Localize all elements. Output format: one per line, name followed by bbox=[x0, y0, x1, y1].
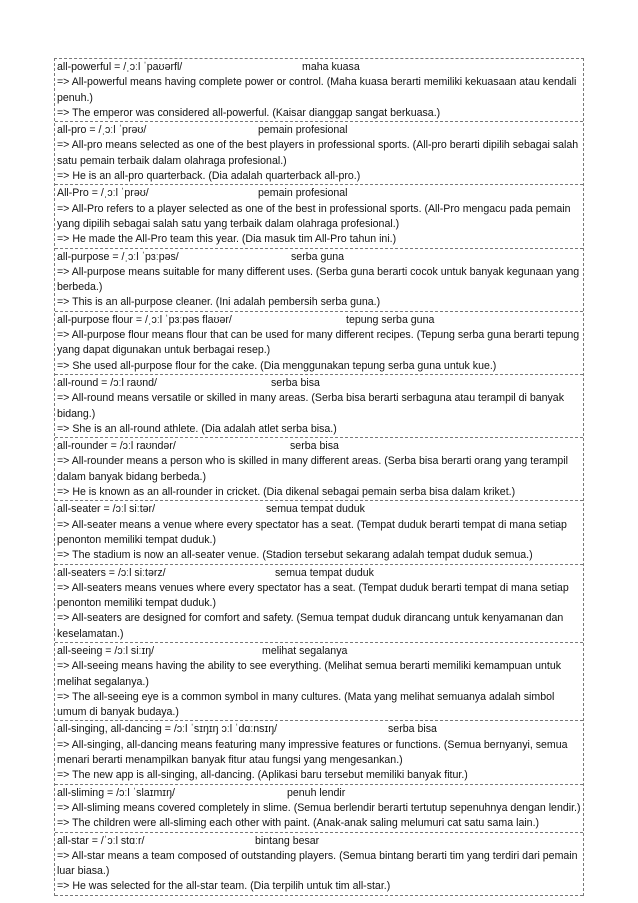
dictionary-entry bbox=[55, 59, 583, 122]
entry-headline bbox=[57, 566, 581, 581]
entry-term: all-round = /ɔːl raʊnd/ bbox=[57, 376, 157, 389]
entry-definition: => All-seaters means venues where every spectator has a seat. (Tempat duduk berarti tempat di mana setiap penonton memiliki tempat duduk.) bbox=[57, 581, 569, 610]
entry-headline bbox=[57, 722, 581, 737]
entry-definition: => All-sliming means covered completely in slime. (Semua berlendir berarti tertutup sepenuhnya dengan lendir.) bbox=[57, 801, 581, 814]
entry-term: all-powerful = /ˌɔːl ˈpaʊərfl/ bbox=[57, 61, 183, 73]
entry-term: all-star = /ˈɔːl stɑːr/ bbox=[57, 834, 145, 847]
entry-term: all-seater = /ɔːl siːtər/ bbox=[57, 503, 156, 516]
entry-term: all-seaters = /ɔːl siːtərz/ bbox=[57, 566, 166, 579]
entry-definition: => All-singing, all-dancing means featuring many impressive features or functions. (Semua bernyanyi, semua menari berarti menampilkan banyak fitur atau fungsi yang mengesankan.) bbox=[57, 738, 568, 767]
entry-headline bbox=[57, 439, 581, 454]
dictionary-entry bbox=[55, 375, 583, 438]
entry-term: all-purpose flour = /ˌɔːl ˈpɜːpəs flaʊər/ bbox=[57, 313, 232, 326]
entry-definition: => All-purpose means suitable for many different uses. (Serba guna berarti cocok untuk banyak kegunaan yang berbeda.) bbox=[57, 265, 580, 294]
dictionary-entry bbox=[55, 185, 583, 248]
entry-term: all-sliming = /ɔːl ˈslaɪmɪŋ/ bbox=[57, 786, 175, 799]
entry-translation: pemain profesional bbox=[258, 124, 348, 137]
entry-headline bbox=[57, 834, 581, 849]
entry-definition: => All-powerful means having complete power or control. (Maha kuasa berarti memiliki kekuasaan atau kendali penuh.) bbox=[57, 76, 577, 104]
entry-example: => He made the All-Pro team this year. (Dia masuk tim All-Pro tahun ini.) bbox=[57, 233, 397, 246]
entry-example: => She is an all-round athlete. (Dia adalah atlet serba bisa.) bbox=[57, 422, 337, 435]
entry-example: => He is known as an all-rounder in cricket. (Dia dikenal sebagai pemain serba bisa dalam kriket.) bbox=[57, 486, 516, 499]
entry-term: all-seeing = /ɔːl siːɪŋ/ bbox=[57, 644, 155, 657]
entry-definition: => All-rounder means a person who is skilled in many different areas. (Serba bisa berarti orang yang terampil dalam banyak bidang berbeda.) bbox=[57, 455, 568, 483]
entry-example: => The children were all-sliming each other with paint. (Anak-anak saling melumuri cat satu sama lain.) bbox=[57, 817, 540, 830]
entry-headline bbox=[57, 786, 581, 801]
entry-translation: penuh lendir bbox=[287, 786, 346, 799]
entry-headline bbox=[57, 644, 581, 659]
entry-translation: pemain profesional bbox=[258, 187, 348, 200]
entry-headline bbox=[57, 313, 581, 328]
entry-example: => The all-seeing eye is a common symbol in many cultures. (Mata yang melihat semuanya adalah simbol umum di banyak budaya.) bbox=[57, 690, 555, 719]
entry-definition: => All-round means versatile or skilled in many areas. (Serba bisa berarti serbaguna atau terampil di banyak bidang.) bbox=[57, 392, 564, 420]
entry-translation: bintang besar bbox=[255, 834, 320, 847]
dictionary-entry bbox=[55, 721, 583, 784]
entry-example: => All-seaters are designed for comfort and safety. (Semua tempat duduk dirancang untuk kenyamanan dan keselamatan.) bbox=[57, 612, 564, 640]
entry-translation: serba bisa bbox=[271, 376, 320, 389]
entry-translation: serba guna bbox=[291, 250, 345, 263]
entry-translation: melihat segalanya bbox=[262, 644, 348, 657]
dictionary-entry bbox=[55, 312, 583, 375]
entry-translation: serba bisa bbox=[388, 723, 437, 736]
entry-translation: tepung serba guna bbox=[346, 313, 435, 326]
dictionary-entry bbox=[55, 122, 583, 185]
entry-translation: maha kuasa bbox=[302, 61, 360, 73]
entry-example: => He was selected for the all-star team. (Dia terpilih untuk tim all-star.) bbox=[57, 880, 391, 893]
entry-term: all-rounder = /ɔːl raʊndər/ bbox=[57, 440, 176, 453]
entry-example: => This is an all-purpose cleaner. (Ini adalah pembersih serba guna.) bbox=[57, 296, 381, 309]
entry-headline bbox=[57, 186, 581, 201]
entry-example: => She used all-purpose flour for the cake. (Dia menggunakan tepung serba guna untuk kue.) bbox=[57, 359, 497, 372]
dictionary-entry bbox=[55, 565, 583, 643]
entry-definition: => All-seeing means having the ability to see everything. (Melihat semua berarti memiliki kemampuan untuk melihat segalanya.) bbox=[57, 660, 562, 688]
entry-term: all-purpose = /ˌɔːl ˈpɜːpəs/ bbox=[57, 250, 179, 263]
entry-definition: => All-pro means selected as one of the best players in professional sports. (All-pro berarti dipilih sebagai salah satu pemain terbaik dalam olahraga profesional.) bbox=[57, 139, 579, 167]
entry-headline bbox=[57, 376, 581, 391]
entry-example: => The emperor was considered all-powerful. (Kaisar dianggap sangat berkuasa.) bbox=[57, 106, 441, 119]
dictionary-entry bbox=[55, 833, 583, 896]
entry-term: All-Pro = /ˌɔːl ˈprəʊ/ bbox=[57, 187, 149, 200]
entry-term: all-pro = /ˌɔːl ˈprəʊ/ bbox=[57, 124, 147, 137]
entry-translation: semua tempat duduk bbox=[266, 503, 365, 516]
entry-definition: => All-purpose flour means flour that can be used for many different recipes. (Tepung serba guna berarti tepung yang dapat digunakan untuk berbagai resep.) bbox=[57, 329, 580, 357]
entry-translation: semua tempat duduk bbox=[275, 566, 374, 579]
dictionary-entry bbox=[55, 438, 583, 501]
entry-definition: => All-Pro refers to a player selected as one of the best in professional sports. (All-Pro mengacu pada pemain yang dipilih sebagai salah satu yang terbaik dalam olahraga profesional.) bbox=[57, 202, 571, 230]
dictionary-entry bbox=[55, 501, 583, 564]
entry-term: all-singing, all-dancing = /ɔːl ˈsɪŋɪŋ ɔːl ˈdɑːnsɪŋ/ bbox=[57, 723, 278, 736]
dictionary-entry bbox=[55, 785, 583, 833]
entry-definition: => All-star means a team composed of outstanding players. (Semua bintang berarti tim yang terdiri dari pemain luar biasa.) bbox=[57, 849, 578, 878]
entry-example: => He is an all-pro quarterback. (Dia adalah quarterback all-pro.) bbox=[57, 170, 361, 183]
entry-definition: => All-seater means a venue where every spectator has a seat. (Tempat duduk berarti tempat di mana setiap penonton memiliki tempat duduk.) bbox=[57, 518, 567, 546]
dictionary-entry bbox=[55, 643, 583, 721]
entry-headline bbox=[57, 60, 581, 75]
dictionary-entry-list bbox=[54, 58, 584, 896]
entry-translation: serba bisa bbox=[290, 440, 339, 453]
entry-example: => The new app is all-singing, all-dancing. (Aplikasi baru tersebut memiliki banyak fitur.) bbox=[57, 769, 468, 782]
entry-example: => The stadium is now an all-seater venue. (Stadion tersebut sekarang adalah tempat duduk semua.) bbox=[57, 549, 533, 562]
dictionary-entry bbox=[55, 249, 583, 312]
entry-headline bbox=[57, 502, 581, 517]
entry-headline bbox=[57, 123, 581, 138]
entry-headline bbox=[57, 250, 581, 265]
